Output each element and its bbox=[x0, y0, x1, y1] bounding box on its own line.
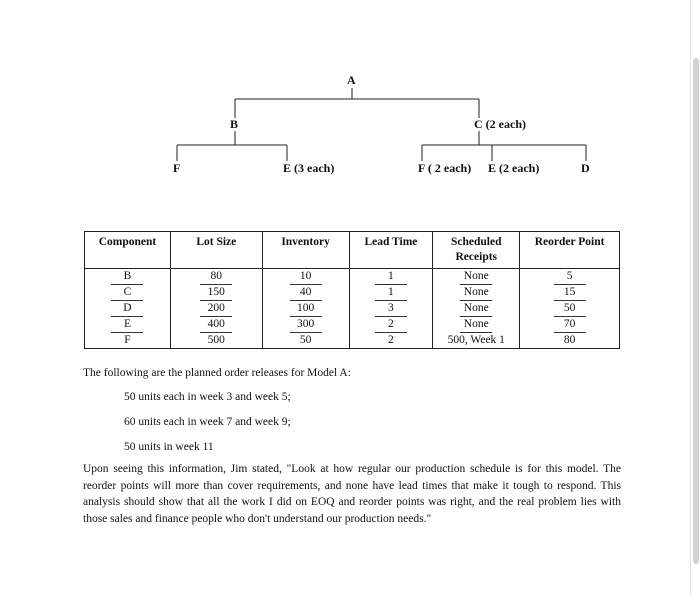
cell-component: E bbox=[111, 317, 143, 333]
header-lot-size: Lot Size bbox=[170, 232, 262, 269]
cell-scheduled-receipts: None bbox=[460, 301, 492, 317]
node-d: D bbox=[581, 161, 590, 175]
cell-component: C bbox=[111, 285, 143, 301]
cell-lead-time: 1 bbox=[375, 285, 407, 301]
cell-inventory: 40 bbox=[290, 285, 322, 301]
release-item-1: 50 units each in week 3 and week 5; bbox=[124, 391, 291, 403]
product-structure-tree bbox=[0, 0, 700, 230]
node-e-under-b: E (3 each) bbox=[283, 161, 335, 175]
cell-inventory: 300 bbox=[290, 317, 322, 333]
cell-reorder-point: 15 bbox=[554, 285, 586, 301]
header-component: Component bbox=[85, 232, 171, 269]
node-b: B bbox=[230, 117, 239, 131]
cell-scheduled-receipts: None bbox=[460, 269, 492, 285]
cell-component: B bbox=[111, 269, 143, 285]
inventory-table bbox=[84, 231, 620, 349]
cell-inventory: 100 bbox=[290, 301, 322, 317]
table-row bbox=[85, 269, 620, 286]
table-row bbox=[85, 285, 620, 301]
header-scheduled-receipts: Scheduled Receipts bbox=[433, 232, 520, 269]
cell-lot-size: 150 bbox=[200, 285, 232, 301]
node-c: C (2 each) bbox=[474, 117, 526, 131]
release-item-2: 60 units each in week 7 and week 9; bbox=[124, 416, 291, 428]
node-e-under-c: E (2 each) bbox=[488, 161, 540, 175]
cell-reorder-point: 80 bbox=[563, 334, 576, 346]
cell-scheduled-receipts: None bbox=[460, 317, 492, 333]
table-header-row bbox=[85, 232, 620, 269]
header-inventory: Inventory bbox=[262, 232, 349, 269]
table-row bbox=[85, 333, 620, 349]
cell-inventory: 50 bbox=[299, 334, 312, 346]
cell-lot-size: 400 bbox=[200, 317, 232, 333]
cell-lot-size: 500 bbox=[207, 334, 225, 346]
node-f-under-c: F ( 2 each) bbox=[418, 161, 472, 175]
cell-component: F bbox=[124, 334, 131, 346]
cell-lot-size: 80 bbox=[200, 269, 232, 285]
table-row bbox=[85, 301, 620, 317]
node-a: A bbox=[347, 73, 356, 87]
cell-scheduled-receipts: None bbox=[460, 285, 492, 301]
cell-component: D bbox=[111, 301, 143, 317]
cell-lead-time: 1 bbox=[375, 269, 407, 285]
cell-lead-time: 2 bbox=[388, 334, 394, 346]
header-reorder-point: Reorder Point bbox=[520, 232, 620, 269]
cell-reorder-point: 50 bbox=[554, 301, 586, 317]
cell-lead-time: 3 bbox=[375, 301, 407, 317]
cell-inventory: 10 bbox=[290, 269, 322, 285]
cell-lead-time: 2 bbox=[375, 317, 407, 333]
header-lead-time: Lead Time bbox=[349, 232, 433, 269]
releases-intro: The following are the planned order releases for Model A: bbox=[83, 367, 351, 379]
node-f-under-b: F bbox=[173, 161, 181, 175]
table-row bbox=[85, 317, 620, 333]
jim-statement-paragraph: Upon seeing this information, Jim stated, "Look at how regular our production schedule is for this model. The reorder points will more than cover requirements, and none have lead times that make it tough to respond. This analysis should show that all the work I did on EOQ and reorder points was right, and the real problem lies with those sales and finance people who don't understand our production needs." bbox=[83, 463, 621, 525]
cell-scheduled-receipts: 500, Week 1 bbox=[447, 334, 505, 346]
cell-lot-size: 200 bbox=[200, 301, 232, 317]
release-item-3: 50 units in week 11 bbox=[124, 441, 214, 453]
cell-reorder-point: 70 bbox=[554, 317, 586, 333]
cell-reorder-point: 5 bbox=[554, 269, 586, 285]
